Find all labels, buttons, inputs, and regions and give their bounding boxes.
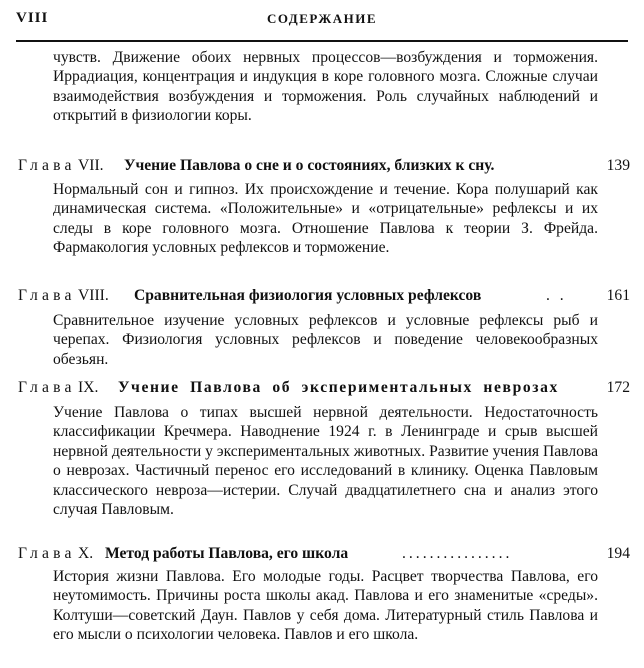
- chapter-page: 139: [606, 157, 630, 174]
- chapter-title: Сравнительная физиология условных рефлексов: [134, 287, 482, 304]
- chapter-number: VIII.: [78, 287, 109, 304]
- intro-paragraph: чувств. Движение обоих нервных процессов—возбуждения и торможения. Иррадиация, концентрация и индукция в коре головного мозга. Сложные случаи взаимодействия возбуждения и торможения. Роль случайных наблюдений и открытий в физиологии коры.: [53, 49, 598, 125]
- chapter-page: 161: [606, 287, 630, 304]
- chapter-label: Глава: [18, 287, 76, 304]
- chapter-label: Глава: [18, 379, 76, 396]
- chapter-description: История жизни Павлова. Его молодые годы. Расцвет творчества Павлова, его неутомимость. Причины роста школы акад. Павлова и его знаменитые «среды». Колтуши—советский Даун. Павлов у себя дома. Литературный стиль Павлова и его мысли о психологии человека. Павлов и его школа.: [53, 568, 598, 644]
- chapter-number: IX.: [78, 379, 99, 396]
- chapter-heading-ix: [18, 377, 630, 399]
- chapter-heading-viii: [18, 285, 630, 307]
- running-title: СОДЕРЖАНИЕ: [266, 11, 378, 26]
- page-header: [16, 10, 628, 42]
- chapter-title: Метод работы Павлова, его школа: [105, 545, 349, 562]
- chapter-title: Учение Павлова об экспериментальных неврозах: [118, 379, 559, 396]
- chapter-page: 172: [606, 379, 630, 396]
- chapter-description: Сравнительное изучение условных рефлексов и условные рефлексы рыб и черепах. Физиология условных рефлексов и поведение человекообразных обезьян.: [53, 312, 598, 368]
- chapter-heading-x: [18, 543, 630, 565]
- dot-leader: ................: [402, 545, 513, 562]
- page-number: VIII: [16, 10, 49, 26]
- chapter-label: Глава: [18, 157, 76, 174]
- chapter-number: X.: [78, 545, 94, 562]
- chapter-label: Глава: [18, 545, 76, 562]
- chapter-description: Нормальный сон и гипноз. Их происхождение и течение. Кора полушарий как динамическая система. «Положительные» и «отрицательные» рефлексы и их следы в коре головного мозга. Отношение Павлова к теории З. Фрейда. Фармакология условных рефлексов и торможение.: [53, 181, 598, 257]
- chapter-number: VII.: [78, 157, 104, 174]
- chapter-description: Учение Павлова о типах высшей нервной деятельности. Недостаточность классификации Кречмера. Наводнение 1924 г. в Ленинграде и срыв высшей нервной деятельности у экспериментальных животных. Развитие учения Павлова о неврозах. Частичный перенос его исследований в клинику. Оценка Павловым классического невроза—истерии. Случай двадцатилетнего сна и анализ этого случая Павловым.: [53, 404, 598, 519]
- dot-leader: . .: [546, 287, 567, 304]
- chapter-title: Учение Павлова о сне и о состояниях, близких к сну.: [124, 157, 495, 174]
- chapter-heading-vii: [18, 155, 630, 177]
- chapter-page: 194: [606, 545, 630, 562]
